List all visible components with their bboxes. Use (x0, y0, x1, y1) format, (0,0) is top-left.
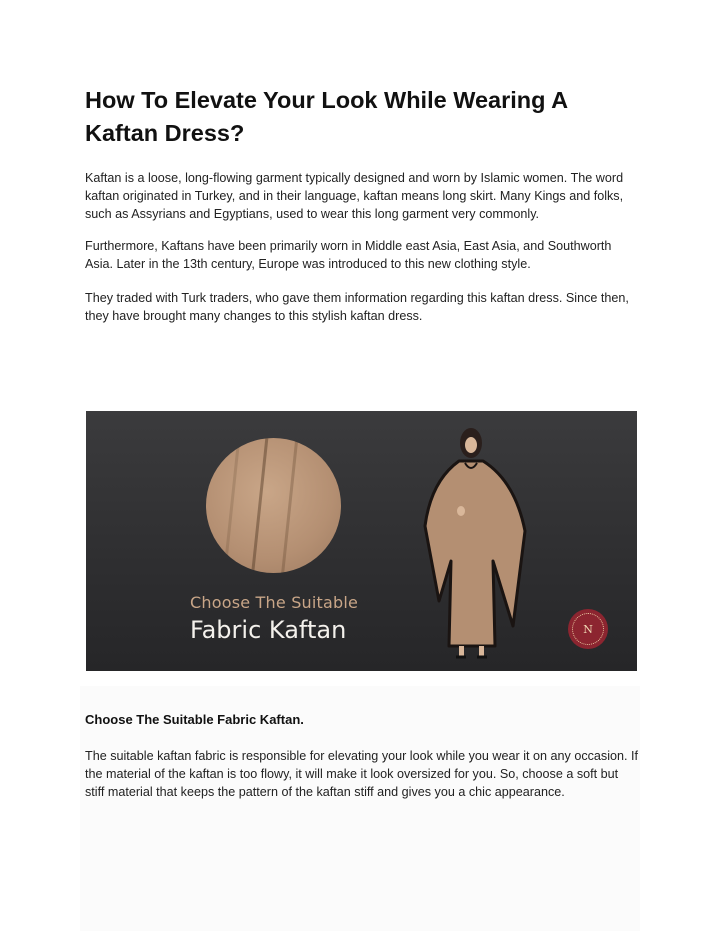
hero-image (86, 411, 637, 671)
section-heading: Choose The Suitable Fabric Kaftan. (85, 712, 304, 727)
hero-caption-line1: Choose The Suitable (190, 593, 359, 612)
section-paragraph: The suitable kaftan fabric is responsible for elevating your look while you wear it on any occasion. If the material of the kaftan is too flowy, it will make it look oversized for you. So, choose a soft but stiff material that keeps the pattern of the kaftan stiff and gives you a chic appearance. (85, 749, 639, 799)
fabric-swatch (206, 438, 341, 573)
brand-logo: N (568, 609, 608, 649)
intro-paragraph-2: Furthermore, Kaftans have been primarily worn in Middle east Asia, East Asia, and Southworth Asia. Later in the 13th century, Europe was introduced to this new clothing style. (85, 239, 612, 271)
article-title: How To Elevate Your Look While Wearing A Kaftan Dress? (85, 87, 568, 146)
model-in-kaftan-illustration (421, 411, 531, 671)
intro-paragraph-1: Kaftan is a loose, long-flowing garment typically designed and worn by Islamic women. The word kaftan originated in Turkey, and in their language, kaftan means long skirt. Many Kings and folks, such as Assyrians and Egyptians, used to wear this long garment very commonly. (85, 171, 624, 221)
intro-paragraph-3: They traded with Turk traders, who gave them information regarding this kaftan dress. Since then, they have brought many changes to this stylish kaftan dress. (85, 291, 629, 323)
hero-caption-line2: Fabric Kaftan (190, 616, 347, 644)
